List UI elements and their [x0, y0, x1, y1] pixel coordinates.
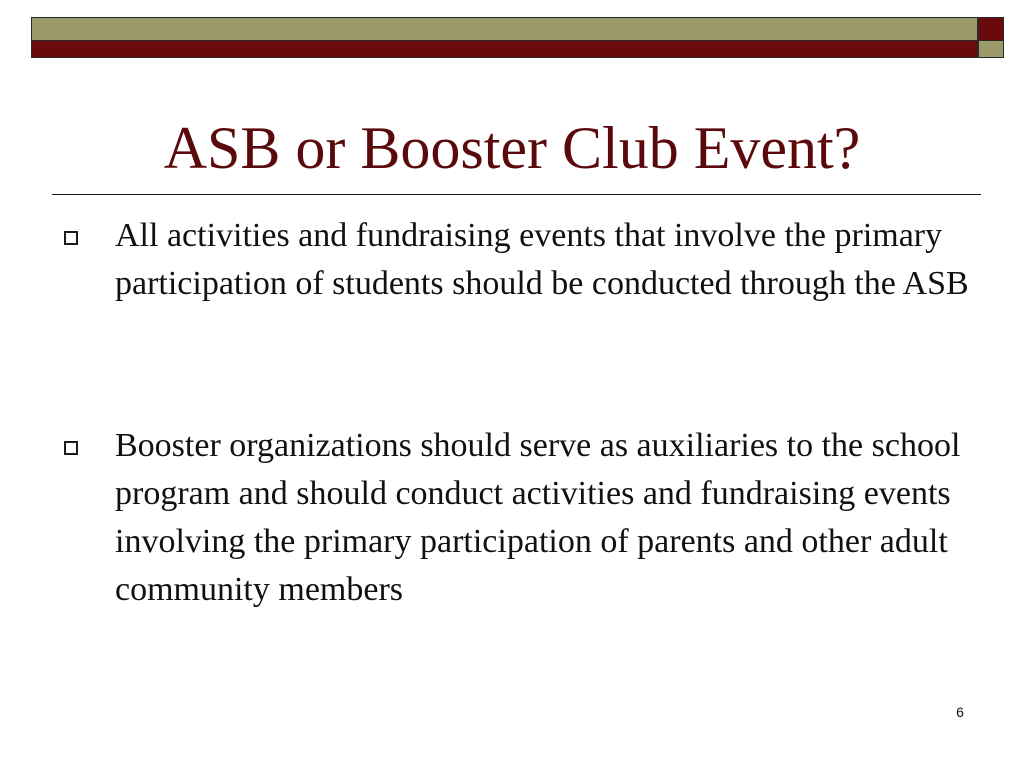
bullet-text: All activities and fundraising events that involve the primary participation of students should be conducted through the ASB — [115, 217, 969, 302]
square-bullet-icon — [64, 441, 78, 455]
header-maroon-bar — [31, 41, 978, 58]
square-bullet-icon — [64, 231, 78, 245]
page-number: 6 — [956, 704, 964, 720]
header-olive-square — [978, 41, 1004, 58]
slide-title: ASB or Booster Club Event? — [163, 115, 861, 181]
header-maroon-square — [978, 17, 1004, 41]
bullet-text: Booster organizations should serve as auxiliaries to the school program and should conduct activities and fundraising events involving the primary participation of parents and other adult community members — [115, 427, 961, 608]
title-divider — [52, 194, 981, 195]
header-olive-bar — [31, 17, 978, 41]
